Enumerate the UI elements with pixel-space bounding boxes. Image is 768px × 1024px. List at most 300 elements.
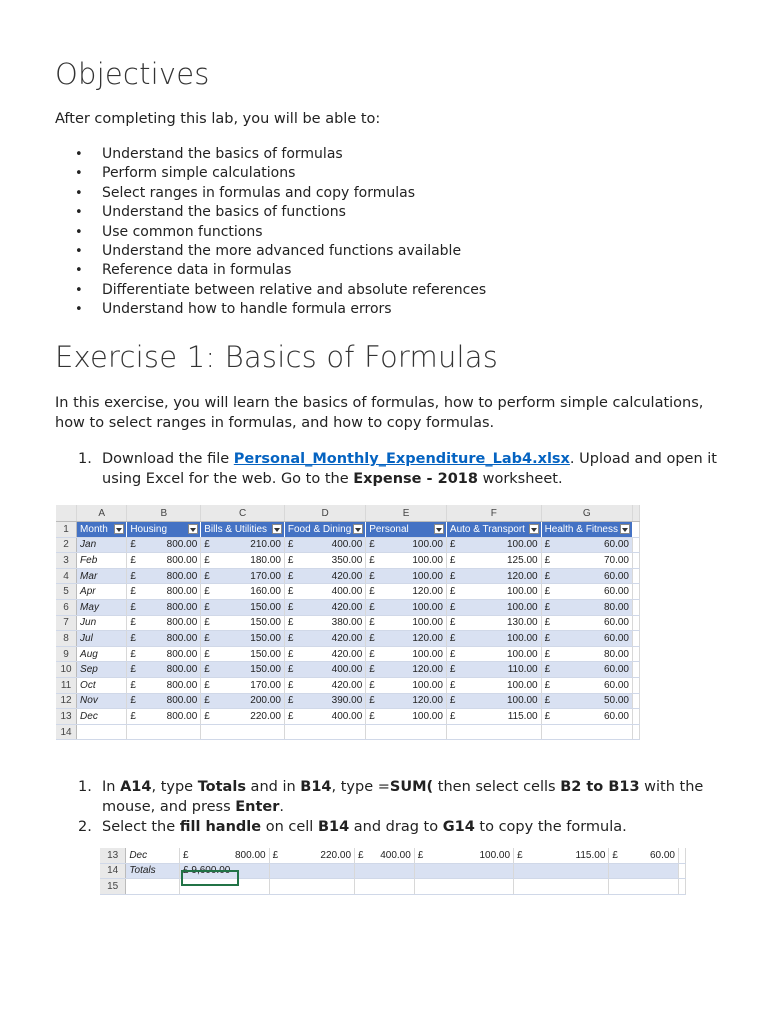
currency-symbol: £ [204, 586, 210, 598]
amount-cell[interactable] [446, 631, 541, 647]
step-number: 2. [78, 819, 92, 835]
filter-dropdown-icon[interactable] [434, 524, 444, 534]
amount-value [369, 586, 443, 597]
month-cell[interactable]: Oct [77, 677, 127, 693]
amount-cell[interactable] [284, 631, 365, 647]
currency-symbol: £ [204, 632, 210, 644]
table-row [56, 724, 640, 740]
empty-cell[interactable] [77, 724, 127, 740]
amount-cell[interactable] [541, 537, 632, 553]
amount-value [288, 602, 362, 613]
cell-value: 100.00 [412, 679, 443, 691]
currency-symbol: £ [287, 632, 294, 644]
amount-value [450, 695, 538, 706]
header-label: Month [80, 523, 108, 535]
amount-value [612, 850, 675, 861]
cell-value: 120.00 [412, 695, 443, 707]
amount-cell[interactable] [201, 599, 285, 615]
objective-item: • Reference data in formulas [75, 261, 486, 280]
cell-value: 150.00 [250, 632, 281, 644]
amount-value [204, 539, 281, 550]
column-letter-g[interactable]: G [541, 505, 632, 522]
amount-cell[interactable] [446, 537, 541, 553]
currency-symbol: £ [369, 570, 375, 582]
currency-symbol: £ [287, 617, 294, 629]
cell-value: 120.00 [412, 664, 443, 676]
column-letter-b[interactable]: B [127, 505, 201, 522]
empty-cell [633, 568, 640, 584]
amount-cell[interactable] [201, 677, 285, 693]
amount-cell[interactable] [366, 553, 447, 569]
amount-cell[interactable] [127, 615, 201, 631]
amount-value [204, 680, 281, 691]
column-header[interactable] [446, 522, 541, 538]
step-text: to copy the formula. [474, 819, 627, 835]
amount-value [450, 633, 538, 644]
amount-cell[interactable] [284, 677, 365, 693]
amount-value [545, 680, 629, 691]
cell-value: 420.00 [331, 632, 363, 644]
cell-value: 400.00 [331, 586, 363, 598]
amount-cell[interactable] [127, 693, 201, 709]
cell-value: 800.00 [166, 664, 198, 676]
column-header-row [56, 505, 640, 522]
amount-cell[interactable] [284, 646, 365, 662]
step-text: Download the file [102, 451, 234, 467]
step-item [78, 817, 718, 837]
amount-cell[interactable] [446, 568, 541, 584]
amount-value [418, 850, 510, 861]
empty-cell [633, 677, 640, 693]
amount-cell[interactable] [201, 584, 285, 600]
empty-cell [633, 537, 640, 553]
amount-cell[interactable] [541, 646, 632, 662]
column-header[interactable] [201, 522, 285, 538]
cell-value: 150.00 [250, 601, 281, 613]
row-number[interactable]: 5 [56, 584, 77, 600]
empty-cell [633, 631, 640, 647]
currency-symbol: £ [544, 664, 551, 676]
empty-cell[interactable] [126, 879, 180, 895]
step-text: In [102, 779, 121, 795]
amount-value [450, 649, 538, 660]
table-row [56, 662, 640, 678]
row-number[interactable]: 12 [56, 693, 77, 709]
amount-cell[interactable] [269, 848, 354, 863]
month-cell[interactable]: Jun [77, 615, 127, 631]
currency-symbol: £ [544, 617, 551, 629]
amount-cell[interactable] [446, 677, 541, 693]
amount-cell[interactable] [201, 615, 285, 631]
empty-cell[interactable] [514, 863, 609, 879]
amount-value [288, 711, 362, 722]
column-header[interactable] [284, 522, 365, 538]
amount-cell[interactable] [366, 646, 447, 662]
empty-cell[interactable] [609, 863, 679, 879]
cell-value: 800.00 [166, 539, 198, 551]
amount-cell[interactable] [127, 537, 201, 553]
amount-value [130, 617, 197, 628]
cell-value: 60.00 [603, 710, 629, 722]
amount-cell[interactable] [127, 553, 201, 569]
amount-value [288, 649, 362, 660]
row-number[interactable]: 9 [56, 646, 77, 662]
amount-cell[interactable] [366, 693, 447, 709]
currency-symbol: £ [544, 679, 551, 691]
empty-cell[interactable] [633, 724, 640, 740]
currency-symbol: £ [369, 710, 375, 722]
amount-cell[interactable] [366, 677, 447, 693]
row-number[interactable]: 13 [56, 709, 77, 725]
currency-symbol: £ [544, 570, 551, 582]
empty-cell[interactable] [366, 724, 447, 740]
cell-value: 800.00 [166, 648, 198, 660]
currency-symbol: £ [204, 710, 210, 722]
amount-value [288, 539, 362, 550]
amount-cell[interactable] [366, 709, 447, 725]
amount-cell[interactable] [541, 693, 632, 709]
currency-symbol: £ [449, 586, 456, 598]
month-cell[interactable]: Feb [77, 553, 127, 569]
objective-item: • Differentiate between relative and absolute references [75, 281, 486, 300]
currency-symbol: £ [369, 586, 375, 598]
amount-value [450, 617, 538, 628]
amount-cell[interactable] [127, 662, 201, 678]
currency-symbol: £ [517, 849, 523, 861]
amount-value [450, 680, 538, 691]
amount-value [517, 850, 605, 861]
empty-cell[interactable] [201, 724, 285, 740]
filter-dropdown-icon[interactable] [272, 524, 282, 534]
amount-cell[interactable] [201, 631, 285, 647]
empty-cell [633, 615, 640, 631]
cell-value: 160.00 [250, 586, 281, 598]
row-number[interactable]: 7 [56, 615, 77, 631]
amount-cell[interactable] [127, 599, 201, 615]
amount-cell[interactable] [541, 615, 632, 631]
column-header[interactable] [127, 522, 201, 538]
amount-cell[interactable] [541, 568, 632, 584]
row-number[interactable]: 10 [56, 662, 77, 678]
cell-value: 800.00 [234, 849, 266, 861]
header-label: Bills & Utilities [204, 523, 268, 535]
amount-cell[interactable] [541, 599, 632, 615]
cell-value: 120.00 [412, 586, 443, 598]
empty-cell[interactable] [609, 879, 679, 895]
currency-symbol: £ [449, 710, 456, 722]
empty-cell[interactable] [679, 879, 686, 895]
amount-cell[interactable] [284, 693, 365, 709]
empty-cell[interactable] [355, 863, 415, 879]
month-cell[interactable]: Nov [77, 693, 127, 709]
column-letter-empty [633, 505, 640, 522]
amount-cell[interactable] [127, 709, 201, 725]
amount-cell[interactable] [366, 568, 447, 584]
month-cell[interactable]: Jan [77, 537, 127, 553]
amount-cell[interactable] [284, 537, 365, 553]
cell-value: 100.00 [412, 554, 443, 566]
empty-cell[interactable] [355, 879, 415, 895]
amount-cell[interactable] [366, 631, 447, 647]
cell-value: 150.00 [250, 648, 281, 660]
currency-symbol: £ [183, 849, 189, 861]
amount-cell[interactable] [541, 553, 632, 569]
amount-cell[interactable] [284, 599, 365, 615]
cell-value: 800.00 [166, 617, 198, 629]
cell-value: 120.00 [412, 632, 443, 644]
month-cell[interactable]: Dec [126, 848, 180, 863]
amount-cell[interactable] [201, 693, 285, 709]
month-cell[interactable]: Sep [77, 662, 127, 678]
amount-cell[interactable] [127, 677, 201, 693]
cell-value: 60.00 [603, 586, 629, 598]
empty-cell[interactable] [446, 724, 541, 740]
currency-symbol: £ [130, 554, 136, 566]
amount-cell[interactable] [180, 848, 270, 863]
amount-value [450, 711, 538, 722]
currency-symbol: £ [369, 648, 375, 660]
table-row [56, 584, 640, 600]
amount-value [288, 680, 362, 691]
amount-cell[interactable] [284, 615, 365, 631]
step-text: . [279, 799, 285, 815]
amount-value [204, 649, 281, 660]
amount-cell[interactable] [514, 848, 609, 863]
amount-cell[interactable] [127, 584, 201, 600]
amount-cell[interactable] [284, 568, 365, 584]
amount-cell[interactable] [366, 537, 447, 553]
empty-cell[interactable] [541, 724, 632, 740]
bold-term: B14 [300, 779, 332, 795]
amount-cell[interactable] [201, 553, 285, 569]
empty-cell[interactable] [269, 879, 354, 895]
amount-cell[interactable] [355, 848, 415, 863]
currency-symbol: £ [612, 849, 618, 861]
cell-value: 400.00 [331, 710, 363, 722]
cell-value: 80.00 [603, 601, 629, 613]
month-cell[interactable]: Aug [77, 646, 127, 662]
currency-symbol: £ [449, 648, 456, 660]
header-label: Food & Dining [287, 523, 352, 535]
empty-cell[interactable] [414, 879, 513, 895]
empty-cell [633, 584, 640, 600]
amount-cell[interactable] [366, 584, 447, 600]
amount-value [130, 602, 197, 613]
amount-cell[interactable] [446, 709, 541, 725]
cell-value: 100.00 [506, 648, 538, 660]
amount-cell[interactable] [446, 615, 541, 631]
column-header[interactable] [77, 522, 127, 538]
empty-cell [633, 646, 640, 662]
amount-cell[interactable] [127, 631, 201, 647]
filter-dropdown-icon[interactable] [353, 524, 363, 534]
month-cell[interactable]: May [77, 599, 127, 615]
empty-cell[interactable] [514, 879, 609, 895]
amount-cell[interactable] [127, 646, 201, 662]
amount-cell[interactable] [366, 615, 447, 631]
amount-value [204, 555, 281, 566]
amount-cell[interactable] [541, 709, 632, 725]
amount-value [204, 602, 281, 613]
empty-cell[interactable] [414, 863, 513, 879]
selected-cell-b14[interactable] [181, 870, 239, 886]
objective-item: • Understand the basics of formulas [75, 145, 486, 164]
table-row [56, 615, 640, 631]
cell-value: 110.00 [507, 664, 538, 676]
cell-value: 150.00 [250, 664, 281, 676]
amount-cell[interactable] [414, 848, 513, 863]
amount-cell[interactable] [201, 709, 285, 725]
amount-cell[interactable] [284, 662, 365, 678]
amount-cell[interactable] [284, 709, 365, 725]
amount-value [369, 633, 443, 644]
amount-value [369, 711, 443, 722]
row-number[interactable]: 2 [56, 537, 77, 553]
currency-symbol: £ [204, 617, 210, 629]
currency-symbol: £ [204, 539, 210, 551]
select-all-corner[interactable] [56, 505, 77, 522]
filter-dropdown-icon[interactable] [620, 524, 630, 534]
currency-symbol: £ [544, 648, 551, 660]
step-item [78, 777, 718, 817]
amount-value [288, 633, 362, 644]
cell-value: 220.00 [250, 710, 281, 722]
bold-term: Totals [197, 779, 246, 795]
row-number[interactable]: 13 [100, 848, 126, 863]
amount-cell[interactable] [201, 646, 285, 662]
step-list-2 [78, 777, 718, 837]
exercise-heading: Exercise 1: Basics of Formulas [55, 340, 499, 374]
total-b14-cell[interactable]: £ 9,600.00 [180, 863, 270, 879]
column-header[interactable] [541, 522, 632, 538]
amount-cell[interactable] [446, 599, 541, 615]
column-letter-e[interactable]: E [366, 505, 447, 522]
filter-dropdown-icon[interactable] [188, 524, 198, 534]
amount-cell[interactable] [201, 662, 285, 678]
row-number[interactable]: 4 [56, 568, 77, 584]
column-letter-f[interactable]: F [446, 505, 541, 522]
amount-cell[interactable] [446, 693, 541, 709]
month-cell[interactable]: Mar [77, 568, 127, 584]
currency-symbol: £ [130, 539, 136, 551]
currency-symbol: £ [130, 601, 136, 613]
column-letter-d[interactable]: D [284, 505, 365, 522]
cell-value: 800.00 [166, 710, 198, 722]
cell-value: 100.00 [412, 617, 443, 629]
amount-value [450, 602, 538, 613]
amount-value [369, 602, 443, 613]
amount-cell[interactable] [366, 599, 447, 615]
amount-cell[interactable] [446, 584, 541, 600]
empty-cell [633, 553, 640, 569]
cell-value: 800.00 [166, 695, 198, 707]
worksheet-name: Expense - 2018 [353, 471, 478, 487]
file-link[interactable]: Personal_Monthly_Expenditure_Lab4.xlsx [233, 451, 570, 467]
amount-cell[interactable] [541, 677, 632, 693]
month-cell[interactable]: Dec [77, 709, 127, 725]
amount-value [450, 555, 538, 566]
amount-value [204, 586, 281, 597]
currency-symbol: £ [272, 849, 279, 861]
empty-cell[interactable] [127, 724, 201, 740]
currency-symbol: £ [287, 679, 294, 691]
amount-cell[interactable] [127, 568, 201, 584]
cell-value: 100.00 [412, 539, 443, 551]
cell-value: 800.00 [166, 554, 198, 566]
row-number[interactable]: 14 [56, 724, 77, 740]
currency-symbol: £ [449, 679, 456, 691]
amount-cell[interactable] [541, 631, 632, 647]
cell-value: 60.00 [603, 632, 629, 644]
step-download [78, 449, 718, 489]
step-text: worksheet. [477, 471, 563, 487]
column-header[interactable] [366, 522, 447, 538]
row-number[interactable]: 3 [56, 553, 77, 569]
empty-cell[interactable] [269, 863, 354, 879]
amount-value [369, 664, 443, 675]
amount-value [369, 539, 443, 550]
currency-symbol: £ [417, 849, 424, 861]
empty-cell[interactable] [284, 724, 365, 740]
currency-symbol: £ [287, 601, 294, 613]
cell-value: 60.00 [603, 679, 629, 691]
row-number[interactable]: 14 [100, 863, 126, 879]
currency-symbol: £ [544, 632, 551, 644]
row-number[interactable]: 11 [56, 677, 77, 693]
amount-value [450, 586, 538, 597]
totals-label-cell[interactable]: Totals [126, 863, 180, 879]
row-number[interactable]: 6 [56, 599, 77, 615]
amount-value [130, 539, 197, 550]
amount-cell[interactable] [366, 662, 447, 678]
column-letter-a[interactable]: A [77, 505, 127, 522]
row-number[interactable]: 1 [56, 522, 77, 538]
amount-cell[interactable] [541, 662, 632, 678]
cell-value: 420.00 [331, 601, 363, 613]
filter-dropdown-icon[interactable] [529, 524, 539, 534]
currency-symbol: £ [544, 586, 551, 598]
column-letter-c[interactable]: C [201, 505, 285, 522]
cell-value: 390.00 [331, 695, 363, 707]
step-text: . Upload and open it using Excel for the web. Go to the [102, 451, 717, 487]
row-number[interactable]: 8 [56, 631, 77, 647]
amount-cell[interactable] [541, 584, 632, 600]
cell-value: 400.00 [380, 849, 411, 861]
currency-symbol: £ [544, 601, 551, 613]
amount-cell[interactable] [201, 568, 285, 584]
cell-value: 125.00 [506, 554, 538, 566]
amount-cell[interactable] [446, 646, 541, 662]
amount-cell[interactable] [201, 537, 285, 553]
step-number: 1. [78, 779, 92, 795]
month-cell[interactable]: Jul [77, 631, 127, 647]
filter-dropdown-icon[interactable] [114, 524, 124, 534]
amount-cell[interactable] [446, 662, 541, 678]
amount-value [369, 617, 443, 628]
cell-value: 120.00 [506, 570, 538, 582]
cell-value: 60.00 [603, 539, 629, 551]
amount-cell[interactable] [446, 553, 541, 569]
amount-value [130, 649, 197, 660]
amount-cell[interactable] [609, 848, 679, 863]
table-header-row [56, 522, 640, 538]
amount-cell[interactable] [284, 584, 365, 600]
currency-symbol: £ [369, 664, 375, 676]
amount-cell[interactable] [284, 553, 365, 569]
cell-value: 100.00 [412, 648, 443, 660]
month-cell[interactable]: Apr [77, 584, 127, 600]
row-number[interactable]: 15 [100, 879, 126, 895]
